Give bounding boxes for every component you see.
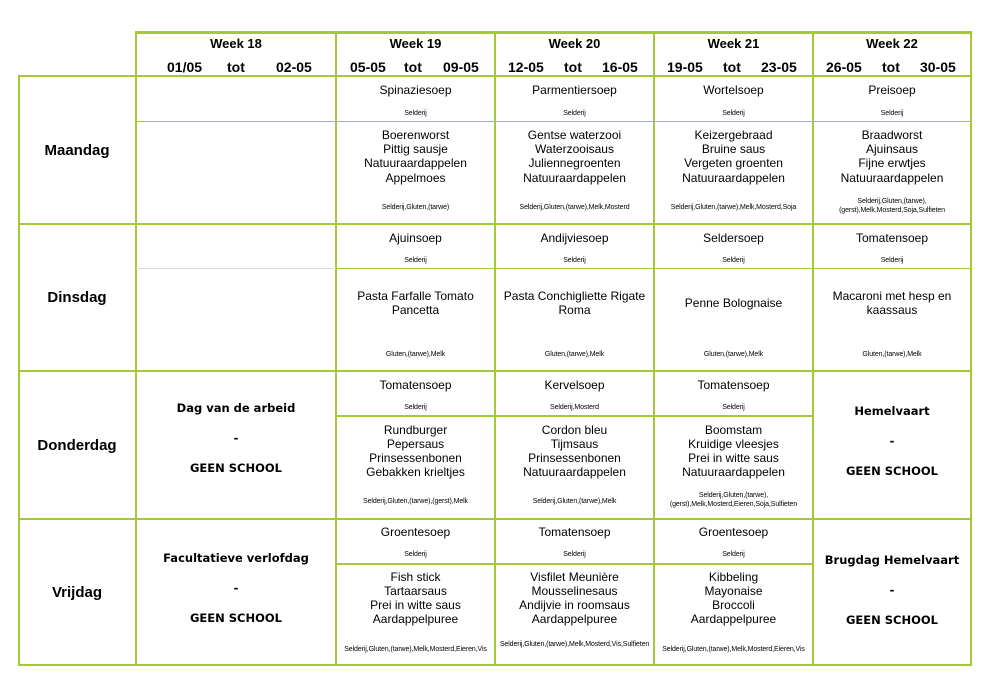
special-note: GEEN SCHOOL (189, 461, 282, 475)
meal-item: Prei in witte saus (370, 598, 461, 612)
soup-allergen: Selderij (404, 110, 427, 117)
soup-name: Ajuinsoep (389, 231, 442, 245)
soup-allergen: Selderij (404, 404, 427, 411)
meal-allergen: Gluten,(tarwe),Melk (385, 351, 446, 358)
special-day-hemelvaart (813, 404, 971, 478)
meal-item: Kibbeling (708, 570, 759, 584)
meal-item: Natuuraardappelen (682, 171, 785, 185)
meal-allergen: Selderij,Gluten,(tarwe),Melk,Mosterd (519, 204, 630, 211)
meal-item: kaassaus (866, 303, 918, 317)
soup-name: Andijviesoep (540, 231, 609, 245)
week-tot: tot (564, 59, 582, 75)
meal-item: Ajuinsaus (865, 142, 919, 156)
soup-allergen: Selderij (404, 551, 427, 558)
week-title: Week 19 (389, 36, 442, 51)
soup-allergen: Selderij (722, 551, 745, 558)
special-note: GEEN SCHOOL (189, 611, 282, 625)
meal-item: Natuuraardappelen (840, 171, 944, 185)
day-label-vrijdag: Vrijdag (51, 584, 103, 601)
week-tot: tot (227, 59, 245, 75)
soup-name: Groentesoep (698, 525, 769, 539)
week-tot: tot (882, 59, 900, 75)
meal-item: Cordon bleu (541, 423, 608, 437)
soup-allergen: Selderij (880, 257, 904, 264)
meal-item: Prinsessenbonen (528, 451, 621, 465)
special-note: GEEN SCHOOL (845, 613, 938, 627)
meal-item: Juliennegroenten (528, 156, 621, 170)
special-dash: - (889, 434, 895, 448)
week-from: 05-05 (350, 59, 386, 75)
week-tot: tot (723, 59, 741, 75)
week-from: 26-05 (826, 59, 862, 75)
meal-allergen: Selderij,Gluten,(tarwe),Melk (532, 498, 617, 505)
soup-name: Kervelsoep (544, 378, 605, 392)
meal-item: Prei in witte saus (688, 451, 779, 465)
meal-allergen: Selderij,Gluten,(tarwe),Melk,Mosterd,Eieren,Vis (344, 646, 487, 653)
meal-item: Aardappelpuree (690, 612, 777, 626)
meal-allergen: Gluten,(tarwe),Melk (703, 351, 764, 358)
week-title: Week 22 (866, 36, 918, 51)
meal-allergen: Selderij,Gluten,(tarwe),Melk,Mosterd,Vis,Sulfieten (499, 641, 650, 648)
soup-name: Wortelsoep (703, 83, 764, 97)
week-from: 12-05 (508, 59, 544, 75)
special-title: Facultatieve verlofdag (163, 551, 309, 565)
meal-item: Rundburger (383, 423, 448, 437)
week-to: 23-05 (761, 59, 797, 75)
meal-item: Appelmoes (385, 171, 446, 185)
meal-item: Natuuraardappelen (364, 156, 467, 170)
meal-item: Fijne erwtjes (858, 156, 926, 170)
week-from: 01/05 (167, 59, 203, 75)
meal-item: Pasta Conchigliette Rigate (503, 289, 646, 303)
soup-allergen: Selderij (722, 110, 745, 117)
day-label-dinsdag: Dinsdag (47, 289, 107, 306)
soup-name: Tomatensoep (538, 525, 611, 539)
soup-name: Preisoep (868, 83, 916, 97)
meal-item: Tijmsaus (550, 437, 599, 451)
week-to: 30-05 (920, 59, 956, 75)
meal-item: Broccoli (712, 598, 755, 612)
special-title: Hemelvaart (854, 404, 930, 418)
meal-item: Aardappelpuree (531, 612, 618, 626)
meal-item: Pasta Farfalle Tomato (357, 289, 474, 303)
meal-allergen: Selderij,Gluten,(tarwe),(gerst),Melk (363, 498, 468, 505)
meal-item: Prinsessenbonen (369, 451, 462, 465)
meal-allergen: Selderij,Gluten,(tarwe) (381, 204, 450, 211)
special-title: Brugdag Hemelvaart (824, 553, 960, 567)
meal-item: Natuuraardappelen (523, 171, 626, 185)
meal-item: Vergeten groenten (684, 156, 783, 170)
special-dash: - (233, 431, 239, 445)
day-label-maandag: Maandag (44, 142, 110, 159)
meal-item: Keizergebraad (694, 128, 773, 142)
soup-allergen: Selderij (404, 257, 427, 264)
soup-name: Tomatensoep (379, 378, 452, 392)
meal-item: Andijvie in roomsaus (519, 598, 630, 612)
special-day-brugdag-hemelvaart (813, 553, 971, 627)
soup-name: Spinaziesoep (379, 83, 452, 97)
meal-allergen: Selderij,Gluten,(tarwe),Melk,Mosterd,Eieren,Vis (662, 646, 805, 653)
meal-item: Boomstam (704, 423, 763, 437)
special-day-dag-van-de-arbeid (136, 401, 336, 475)
meal-allergen: Gluten,(tarwe),Melk (544, 351, 605, 358)
week-to: 09-05 (443, 59, 479, 75)
meal-item: Natuuraardappelen (523, 465, 626, 479)
soup-name: Tomatensoep (855, 231, 929, 245)
week-tot: tot (404, 59, 422, 75)
meal-allergen: Selderij,Gluten,(tarwe),Melk,Mosterd,Soja (670, 204, 797, 211)
special-day-verlofdag (136, 551, 336, 625)
week-title: Week 21 (707, 36, 760, 51)
meal-item: Penne Bolognaise (684, 296, 783, 310)
meal-item: Macaroni met hesp en (832, 289, 952, 303)
meal-item: Boerenworst (381, 128, 450, 142)
meal-item: Visfilet Meunière (530, 570, 619, 584)
meal-item: Pepersaus (386, 437, 445, 451)
meal-item: Mousselinesaus (531, 584, 618, 598)
meal-item: Bruine saus (701, 142, 766, 156)
meal-allergen: Selderij,Gluten,(tarwe),(gerst),Melk,Mosterd,Eieren,Soja,Sulfieten (669, 492, 798, 508)
meal-item: Kruidige vleesjes (688, 437, 779, 451)
meal-item: Pittig sausje (383, 142, 448, 156)
soup-allergen: Selderij (722, 257, 745, 264)
week-title: Week 18 (210, 36, 262, 51)
soup-allergen: Selderij (563, 551, 586, 558)
meal-item: Gentse waterzooi (527, 128, 622, 142)
week-title: Week 20 (548, 36, 601, 51)
meal-item: Pancetta (391, 303, 440, 317)
meal-item: Mayonaise (704, 584, 763, 598)
soup-name: Tomatensoep (697, 378, 770, 392)
soup-name: Groentesoep (380, 525, 451, 539)
meal-item: Gebakken krieltjes (366, 465, 465, 479)
special-title: Dag van de arbeid (176, 401, 296, 415)
meal-item: Waterzooisaus (535, 142, 614, 156)
soup-allergen: Selderij,Mosterd (550, 404, 599, 411)
meal-item: Tartaarsaus (384, 584, 447, 598)
special-dash: - (889, 583, 895, 597)
week-from: 19-05 (667, 59, 703, 75)
week-to: 16-05 (602, 59, 638, 75)
day-label-donderdag: Donderdag (37, 437, 117, 454)
meal-item: Braadworst (861, 128, 923, 142)
meal-allergen: Gluten,(tarwe),Melk (862, 351, 922, 358)
soup-allergen: Selderij (722, 404, 745, 411)
soup-name: Seldersoep (703, 231, 764, 245)
week-to: 02-05 (276, 59, 312, 75)
meal-item: Aardappelpuree (372, 612, 459, 626)
special-note: GEEN SCHOOL (845, 464, 938, 478)
soup-name: Parmentiersoep (532, 83, 617, 97)
soup-allergen: Selderij (880, 110, 904, 117)
soup-allergen: Selderij (563, 257, 586, 264)
meal-item: Roma (558, 303, 591, 317)
meal-item: Fish stick (390, 570, 441, 584)
meal-item: Natuuraardappelen (682, 465, 785, 479)
soup-allergen: Selderij (563, 110, 586, 117)
special-dash: - (233, 581, 239, 595)
meal-allergen: Selderij,Gluten,(tarwe),(gerst),Melk,Mosterd,Soja,Sulfieten (839, 198, 945, 214)
